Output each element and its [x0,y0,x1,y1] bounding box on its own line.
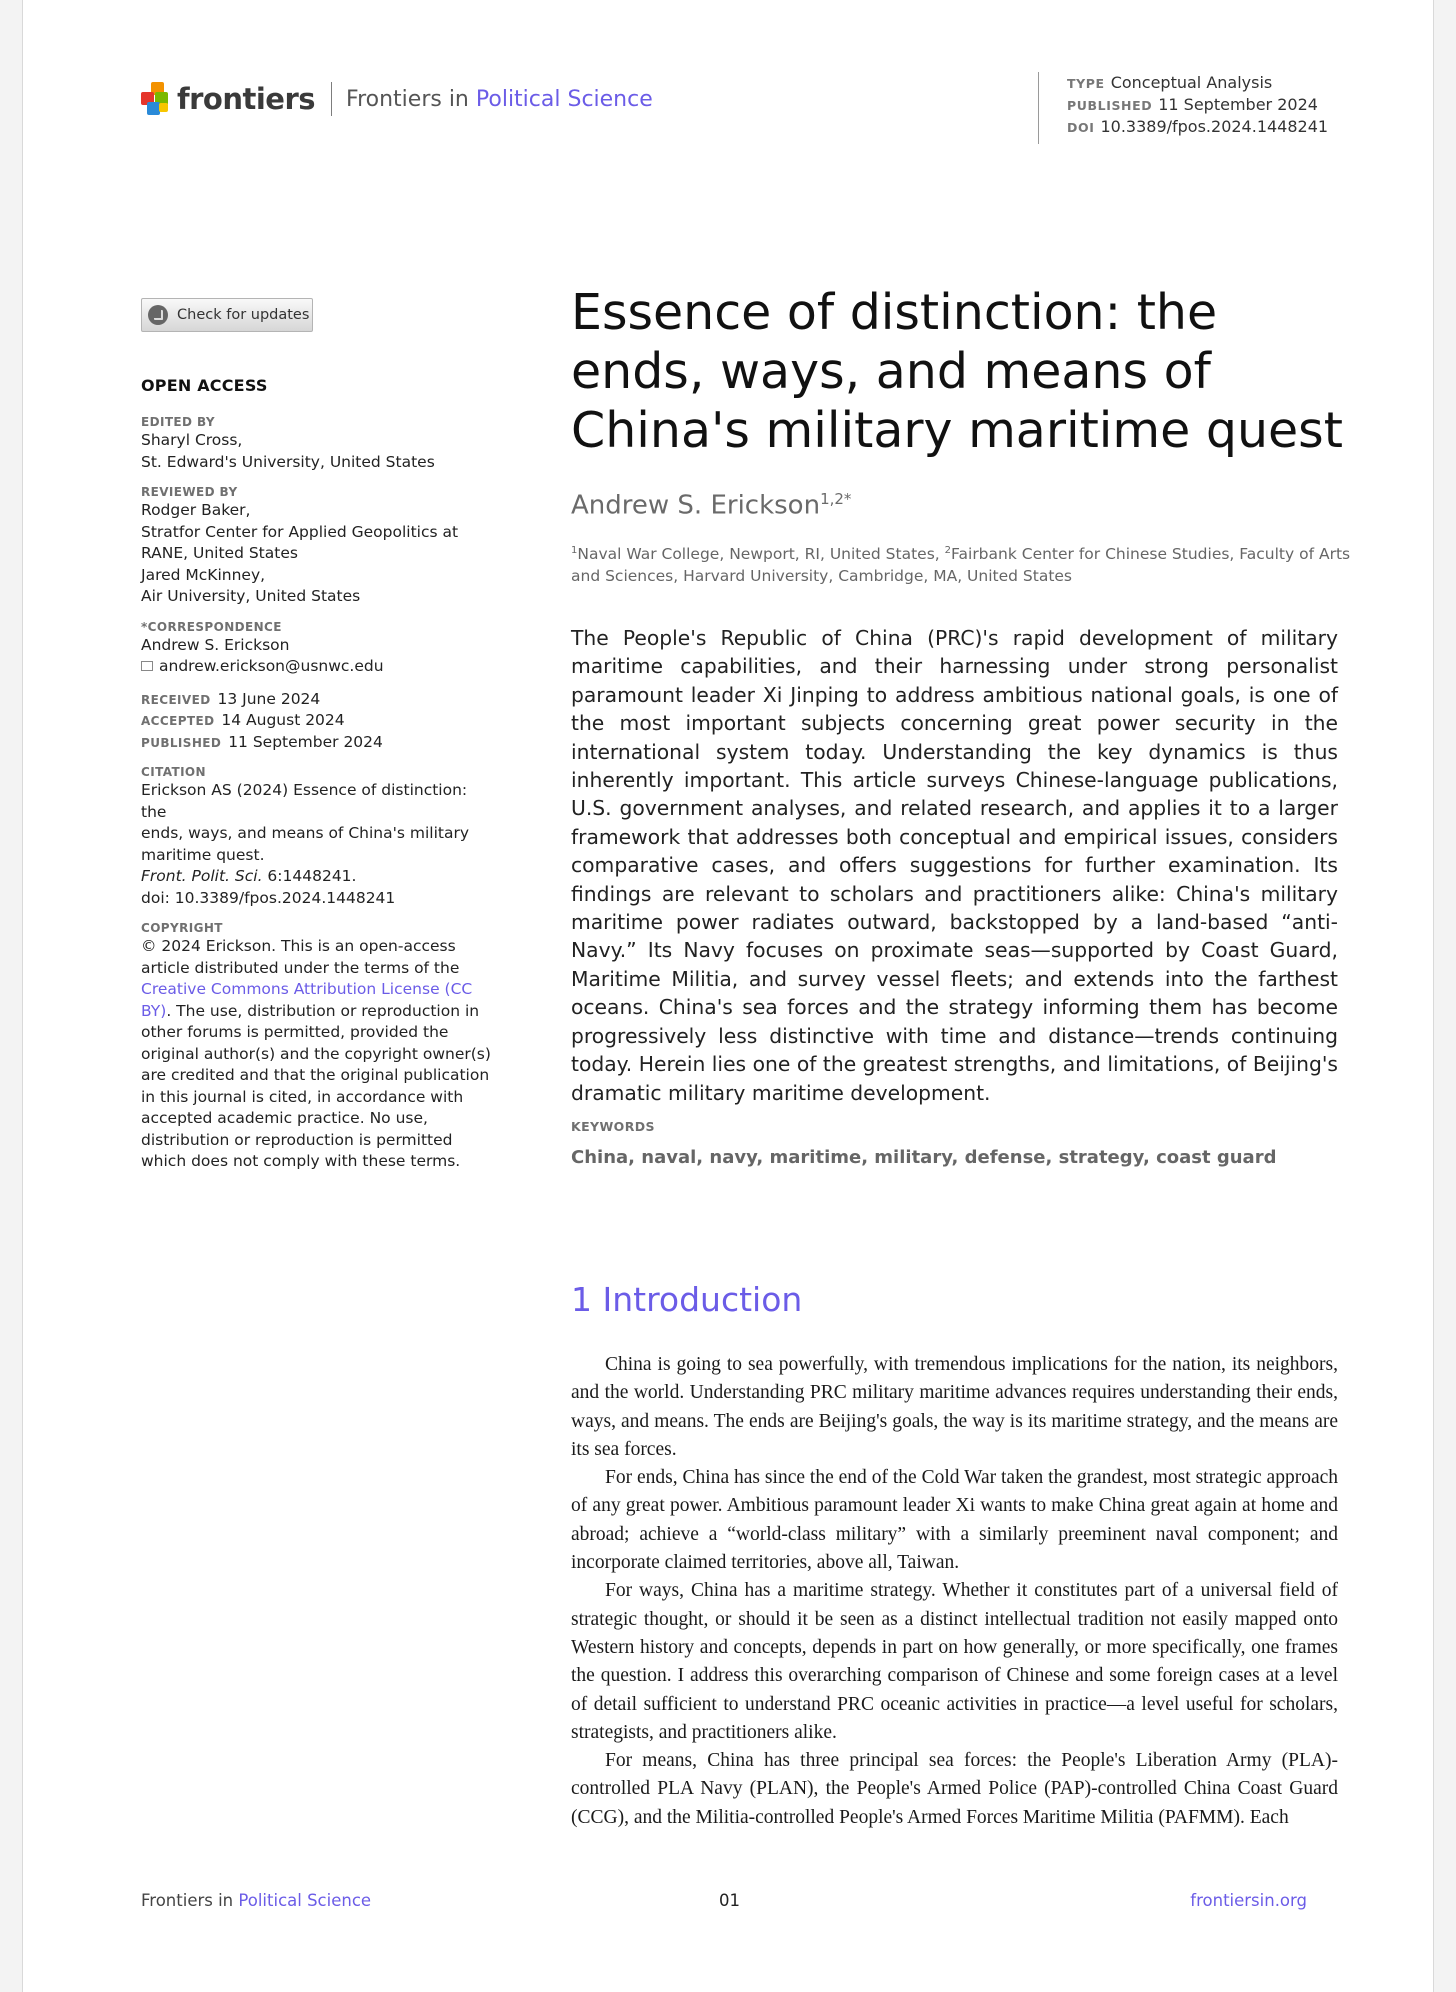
meta-type: TYPE Conceptual Analysis [1067,73,1273,92]
dates [141,689,493,754]
published-date: PUBLISHED 11 September 2024 [141,732,383,751]
cc-by-license-link[interactable]: Creative Commons Attribution License (CC BY) [141,980,473,1020]
paragraph: China is going to sea powerfully, with tremendous implications for the nation, its neighbors, and the world. Understanding PRC military maritime advances requires understanding their ends, ways, and means. The ends are Beijing's goals, the way is its maritime strategy, and the means are its sea forces. [571,1354,1338,1460]
footer-journal[interactable]: Frontiers in Political Science [141,1891,372,1910]
article-meta [1038,72,1328,144]
logo-divider [331,82,332,116]
correspondence: *CORRESPONDENCE Andrew S. Erickson andrew.erickson@usnwc.edu [141,619,493,678]
citation: CITATION Erickson AS (2024) Essence of distinction: the ends, ways, and means of China's military maritime quest. Front. Polit. Sci. 6:1448241. doi: 10.3389/fpos.2024.1448241 [141,764,493,909]
article-title: Essence of distinction: the ends, ways, and means of China's military maritime quest [571,284,1343,459]
footer-site-link[interactable]: frontiersin.org [1190,1891,1307,1910]
edited-by: EDITED BY Sharyl Cross, St. Edward's University, United States [141,415,435,471]
check-for-updates-button[interactable] [141,298,313,332]
frontiers-logo[interactable] [141,82,653,116]
mail-icon [141,661,153,671]
meta-doi[interactable]: DOI 10.3389/fpos.2024.1448241 [1067,117,1329,136]
copyright: COPYRIGHT © 2024 Erickson. This is an open-access article distributed under the terms of the Creative Commons Attribution License (CC BY). The use, distribution or reproduction in other forums is permitted, provided the original author(s) and the copyright owner(s) are credited and that the original publication in this journal is cited, in accordance with accepted academic practice. No use, distribution or reproduction is permitted which does not comply with these terms. [141,921,491,1170]
paragraph: For ends, China has since the end of the Cold War taken the grandest, most strategic approach of any great power. Ambitious paramount leader Xi wants to make China great again at home and abroad; achieve a “world-class military” with a similarly preeminent naval component; and incorporate claimed territories, above all, Taiwan. [571,1467,1338,1574]
article-page [22,0,1434,1992]
accepted-date: ACCEPTED 14 August 2024 [141,711,345,729]
paragraph: For ways, China has a maritime strategy. Whether it constitutes part of a universal field of strategic thought, or should it be seen as a distinct intellectual tradition not easily mapped onto Western history and concepts, depends in part on how generally, or more specifically, one frames the question. I address this overarching comparison of Chinese and some foreign cases at a level of detail sufficient to understand PRC oceanic activities in practice—a level useful for scholars, strategists, and practitioners alike. [571,1580,1338,1743]
article-sidebar [141,376,493,1184]
reviewed-by: REVIEWED BY Rodger Baker, Stratfor Center for Applied Geopolitics at RANE, United States Jared McKinney, Air University, United States [141,485,459,605]
citation-doi[interactable]: doi: 10.3389/fpos.2024.1448241 [141,888,396,907]
journal-name[interactable]: Frontiers in Political Science [346,86,653,112]
keywords-label: KEYWORDS [571,1119,655,1134]
author-affiliations: $^1$Naval War College, Newport, RI, United States, $^2$Fairbank Center for Chinese Studies, Faculty of Arts and Sciences, Harvard University, Cambridge, MA, United States [571,545,1351,585]
page-number: 01 [719,1891,740,1910]
check-updates-label: Check for updates [177,307,310,323]
open-access-label: OPEN ACCESS [141,376,268,395]
meta-published: PUBLISHED 11 September 2024 [1067,95,1318,114]
body-text [571,1351,1338,1832]
keywords: China, naval, navy, maritime, military, defense, strategy, coast guard [571,1147,1277,1168]
abstract: The People's Republic of China (PRC)'s rapid development of military maritime capabilities, and their harnessing under strong personalist paramount leader Xi Jinping to address ambitious national goals, is one of the most important subjects concerning great power security in the international system today. Understanding the key dynamics is thus inherently important. This article surveys Chinese-language publications, U.S. government analyses, and related research, and applies it to a larger framework that addresses both conceptual and empirical issues, considers comparative cases, and offers suggestions for further examination. Its findings are relevant to scholars and practitioners alike: China's military maritime power radiates outward, backstopped by a land-based “anti-Navy.” Its Navy focuses on proximate seas—supported by Coast Guard, Maritime Militia, and survey vessel fleets; and extends into the farthest oceans. China's sea forces and the strategy informing them has become progressively less distinctive with time and distance—trends continuing today. Herein lies one of the greatest strengths, and limitations, of Beijing's dramatic military maritime development. [571,626,1338,1105]
paragraph: For means, China has three principal sea forces: the People's Liberation Army (PLA)-controlled PLA Navy (PLAN), the People's Armed Police (PAP)-controlled China Coast Guard (CCG), and the Militia-controlled People's Armed Forces Maritime Militia (PAFMM). Each [571,1750,1338,1828]
frontiers-logo-icon [141,82,171,116]
logo-text: frontiers [177,82,316,116]
received-date: RECEIVED 13 June 2024 [141,689,321,708]
author-name[interactable]: Andrew S. Erickson$^{1,2*}$ [571,490,852,521]
check-updates-icon [148,305,168,325]
section-heading: 1 Introduction [571,1280,803,1319]
correspondence-email[interactable]: andrew.erickson@usnwc.edu [141,656,493,678]
